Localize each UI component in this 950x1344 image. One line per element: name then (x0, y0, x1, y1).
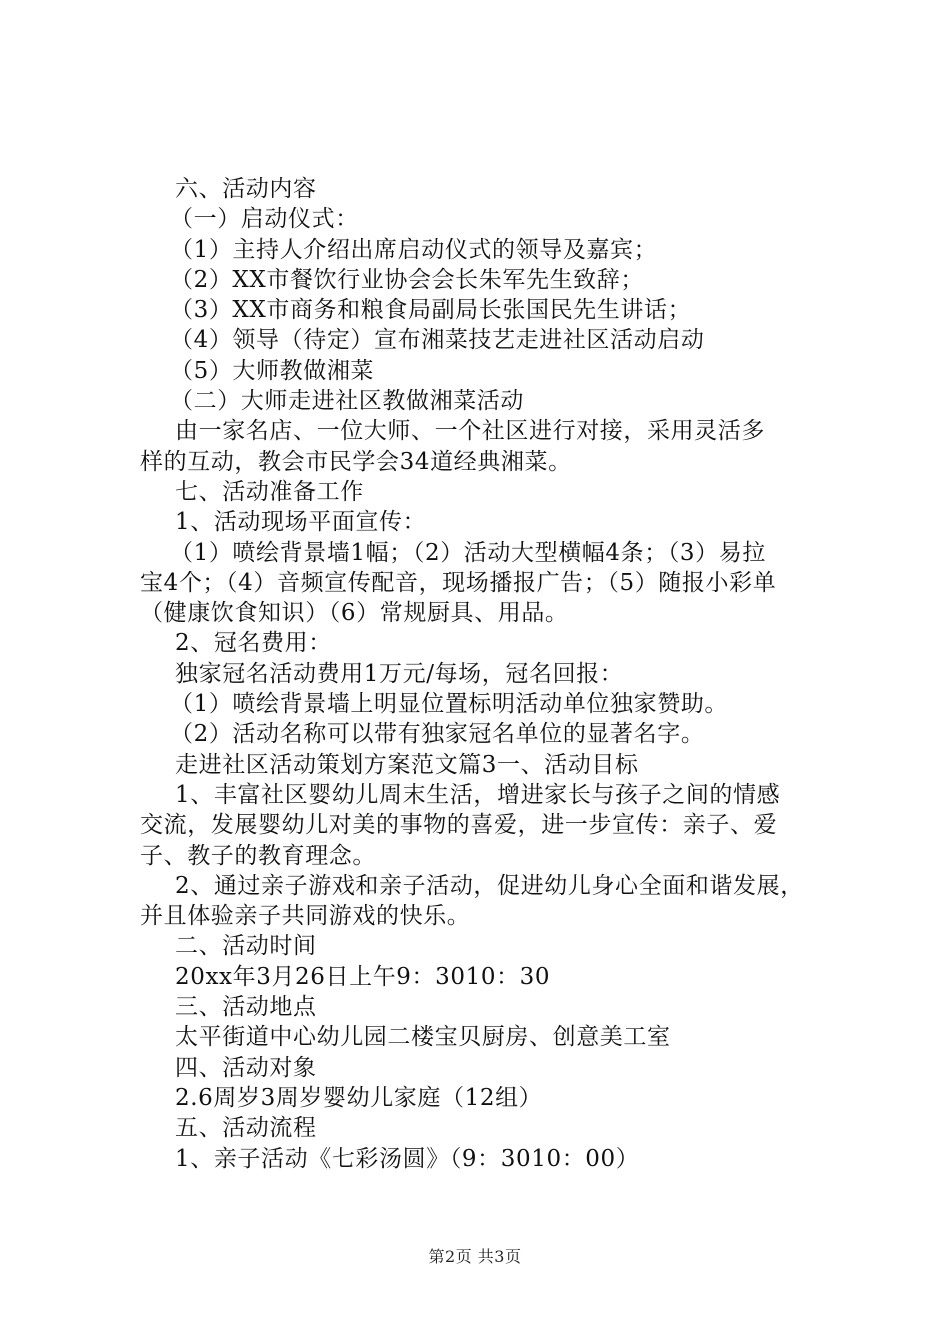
subsection-heading: （一）启动仪式： (170, 206, 359, 233)
paragraph-line: （健康饮食知识）（6）常规厨具、用品。 (140, 600, 569, 627)
paragraph-line: （1）喷绘背景墙1幅；（2）活动大型横幅4条；（3）易拉 (170, 539, 766, 566)
list-item: （2）XX市餐饮行业协会会长朱军先生致辞； (170, 266, 644, 293)
section-heading-6: 六、活动内容 (175, 176, 317, 202)
list-item: （2）活动名称可以带有独家冠名单位的显著名字。 (170, 721, 705, 748)
paragraph-line: 20xx年3月26日上午9：3010：30 (175, 963, 551, 990)
section-heading: 三、活动地点 (175, 994, 317, 1021)
paragraph-line: 独家冠名活动费用1万元/每场，冠名回报： (175, 660, 624, 687)
paragraph-line: 2.6周岁3周岁婴幼儿家庭（12组） (175, 1084, 543, 1111)
list-item: （5）大师教做湘菜 (170, 357, 375, 384)
section-heading: 二、活动时间 (175, 933, 317, 960)
list-item: 2、冠名费用： (175, 630, 332, 657)
paragraph-line: 并且体验亲子共同游戏的快乐。 (140, 903, 471, 930)
subsection-heading: （二）大师走进社区教做湘菜活动 (170, 388, 524, 415)
paragraph-line: 交流，发展婴幼儿对美的事物的喜爱，进一步宣传：亲子、爱 (140, 812, 778, 839)
section-heading-7: 七、活动准备工作 (175, 478, 364, 505)
paragraph-line: 子、教子的教育理念。 (140, 842, 376, 869)
section-heading: 五、活动流程 (175, 1115, 317, 1142)
article-heading: 走进社区活动策划方案范文篇3一、活动目标 (175, 751, 639, 778)
paragraph-line: 由一家名店、一位大师、一个社区进行对接，采用灵活多 (175, 418, 765, 445)
list-item: （4）领导（待定）宣布湘菜技艺走进社区活动启动 (170, 327, 705, 354)
section-heading: 四、活动对象 (175, 1054, 317, 1081)
list-item: （1）主持人介绍出席启动仪式的领导及嘉宾； (170, 236, 658, 263)
paragraph-line: 宝4个；（4）音频宣传配音，现场播报广告；（5）随报小彩单 (140, 569, 777, 596)
paragraph-line: 2、通过亲子游戏和亲子活动，促进幼儿身心全面和谐发展， (175, 872, 804, 899)
paragraph-line: 太平街道中心幼儿园二楼宝贝厨房、创意美工室 (175, 1024, 671, 1051)
paragraph-line: 样的互动，教会市民学会34道经典湘菜。 (140, 448, 572, 475)
list-item: 1、亲子活动《七彩汤圆》（9：3010：00） (175, 1145, 640, 1172)
document-body (140, 174, 840, 1174)
paragraph-line: 1、丰富社区婴幼儿周末生活，增进家长与孩子之间的情感 (175, 781, 781, 808)
list-item: （3）XX市商务和粮食局副局长张国民先生讲话； (170, 297, 692, 324)
list-item: 1、活动现场平面宣传： (175, 509, 427, 536)
page-footer: 第2页 共3页 (428, 1247, 522, 1266)
list-item: （1）喷绘背景墙上明显位置标明活动单位独家赞助。 (170, 691, 729, 718)
